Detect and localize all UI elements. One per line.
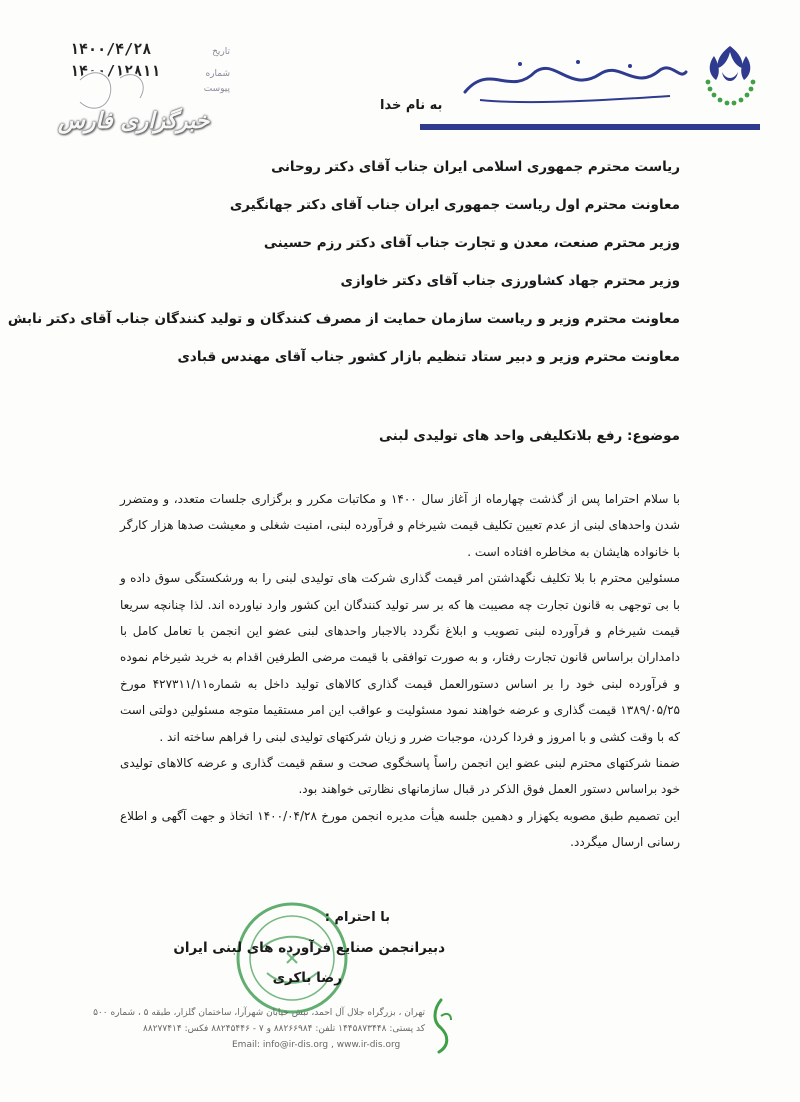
number-value: ۱۴۰۰/۱۲۸۱۱ <box>70 62 161 80</box>
header-rule <box>420 124 760 130</box>
date-label: تاریخ <box>212 47 230 57</box>
basmala: به نام خدا <box>380 98 443 113</box>
number-label: شماره <box>205 69 230 79</box>
date-row <box>70 40 230 62</box>
letter-subject: موضوع: رفع بلاتکلیفی واحد های تولیدی لبنی <box>378 428 680 444</box>
addressee-6: معاونت محترم وزیر و دبیر ستاد تنظیم بازار کشور جناب آقای مهندس قبادی <box>177 349 680 365</box>
signatory-title: دبیرانجمن صنایع فرآورده های لبنی ایران <box>173 940 445 956</box>
footer-email-web: Email: info@ir-dis.org , www.ir-dis.org <box>232 1040 401 1050</box>
closing-regards: با احترام : <box>324 910 390 925</box>
body-paragraph-1: با سلام احتراما پس از گذشت چهارماه از آغاز سال ۱۴۰۰ و مکاتبات مکرر و برگزاری جلسات متعدد، و ومتضرر شدن واحدهای لبنی از عدم تعیین تکلیف قیمت شیرخام و فرآورده لبنی، امنیت شغلی و معیشت صدها هزار کارگر با خانواده هایشان به مخاطره افتاده است . <box>120 492 680 559</box>
addressee-3: وزیر محترم صنعت، معدن و تجارت جناب آقای دکتر رزم حسینی <box>263 235 680 251</box>
footer-leaf-icon <box>427 996 455 1056</box>
date-value: ۱۴۰۰/۴/۲۸ <box>70 40 152 58</box>
body-paragraph-2: مسئولین محترم با بلا تکلیف نگهداشتن امر قیمت گذاری شرکت های تولیدی لبنی را به ورشکستگی سوق داده و با بی توجهی به قانون تجارت چه مصیبت ها که بر سر تولید کنندگان این کشور وارد نیاورده اند. لذا چنانچه سریعا قیمت شیرخام و فرآورده لبنی تصویب و ابلاغ نگردد بالاجبار واحدهای لبنی عضو این انجمن با تعامل کامل با دامداران براساس قانون تجارت رفتار، و به صورت توافقی با قیمت مرضی الطرفین اقدام به خرید شیرخام نموده و فرآورده لبنی خود را بر اساس دستورالعمل قیمت گذاری کالاهای تولید داخل به شماره۴۲۷۳۱۱/۱۱ مورخ ۱۳۸۹/۰۵/۲۵ قیمت گذاری و عرضه خواهند نمود مسئولیت و عواقب این امر مستقیما متوجه مسئولین دولتی است که با وقت کشی و با امروز و فردا کردن، موجبات ضرر و زیان شرکتهای تولیدی لبنی را فراهم ساخته اند . <box>120 571 681 744</box>
footer-address <box>55 1005 425 1037</box>
addressee-4: وزیر محترم جهاد کشاورزی جناب آقای دکتر خاوازی <box>340 273 680 289</box>
addressee-list <box>7 148 680 376</box>
footer-address-line: تهران ، بزرگراه جلال آل احمد، نبش خیابان شهرآرا، ساختمان گلزار، طبقه ۵ ، شماره ۵۰۰ <box>93 1008 425 1018</box>
signatory-name: رضا باکری <box>272 970 342 986</box>
letter-body <box>120 486 680 856</box>
body-paragraph-4: این تصمیم طبق مصوبه یکهزار و دهمین جلسه هیأت مدیره انجمن مورخ ۱۴۰۰/۰۴/۲۸ اتخاذ و جهت آگهی و اطلاع رسانی ارسال میگردد. <box>120 808 680 850</box>
addressee-2: معاونت محترم اول ریاست جمهوری ایران جناب آقای دکتر جهانگیری <box>229 197 680 213</box>
addressee-5: معاونت محترم وزیر و ریاست سازمان حمایت از مصرف کنندگان و تولید کنندگان جناب آقای دکتر نابش <box>7 311 680 327</box>
watermark-text: خبرگزاری فارس <box>58 108 210 134</box>
attachment-label: پیوست <box>203 84 230 94</box>
body-paragraph-3: ضمنا شرکتهای محترم لبنی عضو این انجمن راساً پاسخگوی صحت و سقم قیمت گذاری و عرضه کالاهای تولیدی خود براساس دستور العمل فوق الذکر در قبال سازمانهای نظارتی خواهند بود. <box>120 756 680 797</box>
association-logo-icon <box>700 38 760 118</box>
footer-contacts-line: کد پستی: ۱۴۴۵۸۷۳۴۴۸ تلفن: ۸۸۲۶۶۹۸۴ و ۷ - ۸۸۲۴۵۴۴۶ فکس: ۸۸۲۷۷۴۱۴ <box>143 1024 425 1034</box>
addressee-1: ریاست محترم جمهوری اسلامی ایران جناب آقای دکتر روحانی <box>271 159 680 175</box>
association-calligraphy-logo <box>460 52 690 112</box>
fars-news-logo-icon <box>20 60 220 150</box>
